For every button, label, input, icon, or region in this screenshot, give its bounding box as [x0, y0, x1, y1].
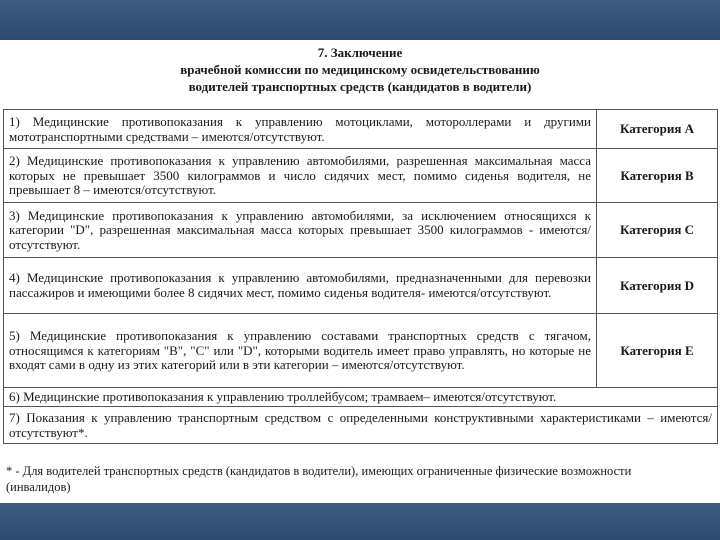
row-4-category: Категория D — [597, 258, 718, 314]
conclusion-table — [3, 109, 718, 444]
table-row — [4, 407, 718, 444]
table-row — [4, 314, 718, 388]
row-1-category: Категория А — [597, 110, 718, 149]
top-decorative-band — [0, 0, 720, 40]
row-5-text: 5) Медицинские противопоказания к управлению составами транспортных средств с тягачом, относящимся к категориям "В", "С" или "D", которыми водитель имеет право управлять, но которые не входят сами в одну из этих категорий или в эти категории – имеются/отсутствуют. — [4, 314, 597, 388]
document-header — [0, 44, 720, 95]
header-subtitle-line2: водителей транспортных средств (кандидатов в водители) — [188, 79, 532, 94]
row-2-category: Категория В — [597, 149, 718, 203]
table-row — [4, 110, 718, 149]
table-row — [4, 258, 718, 314]
header-subtitle-line1: врачебной комиссии по медицинскому освидетельствованию — [180, 62, 540, 77]
table-row — [4, 388, 718, 407]
row-4-text: 4) Медицинские противопоказания к управлению автомобилями, предназначенными для перевозки пассажиров и имеющими более 8 сидячих мест, помимо сиденья водителя- имеются/отсутствуют. — [4, 258, 597, 314]
header-title: 7. Заключение — [317, 45, 403, 60]
row-3-text: 3) Медицинские противопоказания к управлению автомобилями, за исключением относящихся к категории "D", разрешенная максимальная масса которых превышает 3500 килограммов - имеются/отсутствуют. — [4, 203, 597, 258]
row-6-text: 6) Медицинские противопоказания к управлению троллейбусом; трамваем– имеются/отсутствуют. — [4, 388, 718, 407]
table-row — [4, 149, 718, 203]
row-3-category: Категория С — [597, 203, 718, 258]
table-row — [4, 203, 718, 258]
bottom-decorative-band — [0, 503, 720, 540]
row-7-text: 7) Показания к управлению транспортным средством с определенными конструктивными характеристиками – имеются/отсутствуют*. — [4, 407, 718, 444]
row-2-text: 2) Медицинские противопоказания к управлению автомобилями, разрешенная максимальная масса которых не превышает 3500 килограммов и число сидячих мест, помимо сиденья водителя, не превышает 8 – имеются/отсутствуют. — [4, 149, 597, 203]
row-5-category: Категория Е — [597, 314, 718, 388]
row-1-text: 1) Медицинские противопоказания к управлению мотоциклами, мотороллерами и другими мототранспортными средствами – имеются/отсутствуют. — [4, 110, 597, 149]
footnote: * - Для водителей транспортных средств (кандидатов в водители), имеющих ограниченные физические возможности (инвалидов) — [6, 464, 632, 494]
